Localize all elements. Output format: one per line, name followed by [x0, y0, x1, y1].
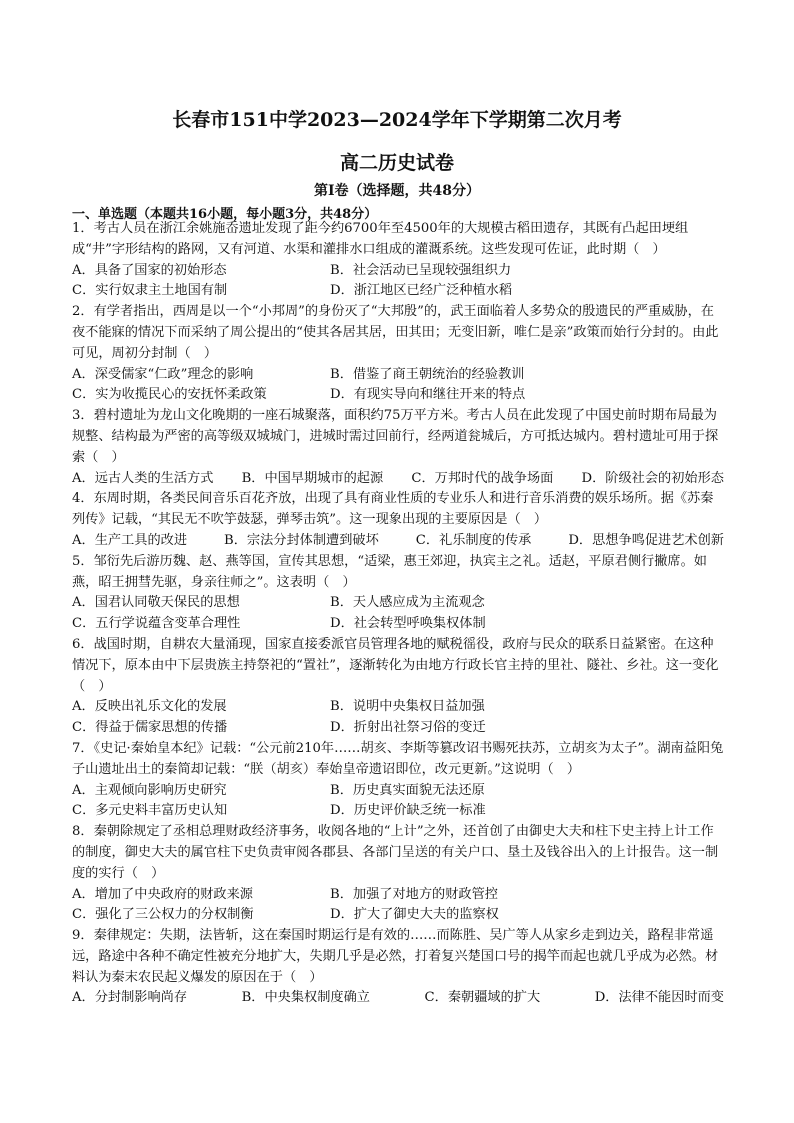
question-list — [72, 219, 724, 1009]
option-c[interactable]: C．实为收揽民心的安抚怀柔政策 — [72, 387, 267, 403]
question-2 — [72, 302, 724, 406]
option-d[interactable]: D．历史评价缺乏统一标准 — [330, 803, 486, 819]
question-stem: 9．秦律规定：失期，法皆斩，这在秦国时期运行是有效的……而陈胜、吴广等人从家乡走到边关，路程非常遥远，路途中各种不确定性被充分地扩大，失期几乎是必然，打着复兴楚国口号的揭竿而起也就几乎成为必然。材料认为秦末农民起义爆发的原因在于（ ） — [72, 928, 719, 985]
option-a[interactable]: A．分封制影响尚存 — [72, 990, 188, 1006]
question-stem: 3．碧村遗址为龙山文化晚期的一座石城聚落，面积约75万平方米。考古人员在此发现了中国史前时期布局最为规整、结构最为严密的高等级双城城门，进城时需过回前行，经两道瓮城后，方可抵达城内。碧村遗址可用于探索（ ） — [72, 408, 719, 465]
part-heading: 一、单选题（本题共16小题，每小题3分，共48分） — [72, 207, 378, 222]
exam-title: 长春市151中学2023—2024学年下学期第二次月考 — [172, 109, 622, 131]
question-4 — [72, 489, 724, 551]
option-c[interactable]: C．强化了三公权力的分权制衡 — [72, 907, 254, 923]
option-a[interactable]: A．远古人类的生活方式 — [72, 470, 214, 486]
option-d[interactable]: D．法律不能因时而变 — [594, 990, 724, 1006]
option-b[interactable]: B．中国早期城市的起源 — [241, 470, 384, 486]
option-a[interactable]: A．反映出礼乐文化的发展 — [72, 699, 227, 715]
section-heading: 第Ⅰ卷（选择题，共48分） — [313, 183, 481, 199]
question-8 — [72, 822, 724, 926]
question-3 — [72, 406, 724, 489]
option-c[interactable]: C．五行学说蕴含变革合理性 — [72, 616, 241, 632]
option-d[interactable]: D．有现实导向和继往开来的特点 — [330, 387, 526, 403]
option-b[interactable]: B．借鉴了商王朝统治的经验教训 — [330, 366, 525, 382]
option-a[interactable]: A．增加了中央政府的财政来源 — [72, 886, 253, 902]
option-c[interactable]: C．万邦时代的战争场面 — [411, 470, 554, 486]
question-6 — [72, 635, 724, 739]
option-grid — [72, 261, 724, 303]
option-a[interactable]: A．国君认同敬天保民的思想 — [72, 595, 240, 611]
question-stem: 4．东周时期，各类民间音乐百花齐放，出现了具有商业性质的专业乐人和进行音乐消费的娱乐场所。据《苏秦列传》记载，“其民无不吹竽鼓瑟，弹琴击筑”。这一现象出现的主要原因是（ ） — [72, 491, 714, 528]
option-b[interactable]: B．社会活动已呈现较强组织力 — [330, 262, 512, 278]
question-stem: 7．《史记·秦始皇本纪》记载：“公元前210年……胡亥、李斯等篡改诏书赐死扶苏，立胡亥为太子”。湖南益阳兔子山遗址出土的秦简却记载：“朕（胡亥）奉始皇帝遗诏即位，改元更新。”这说明（ ） — [72, 740, 724, 777]
question-stem: 6．战国时期，自耕农大量涌现，国家直接委派官员管理各地的赋税徭役，政府与民众的联系日益紧密。在这种情况下，原本由中下层贵族主持祭祀的“置社”，逐渐转化为由地方行政长官主持的里社、隧社、乡社。这一变化（ ） — [72, 636, 719, 694]
question-5 — [72, 552, 724, 635]
option-b[interactable]: B．中央集权制度确立 — [241, 990, 370, 1006]
option-c[interactable]: C．实行奴隶主土地国有制 — [72, 283, 228, 299]
option-c[interactable]: C．秦朝疆域的扩大 — [424, 990, 541, 1006]
option-c[interactable]: C．礼乐制度的传承 — [415, 532, 532, 548]
option-c[interactable]: C．得益于儒家思想的传播 — [72, 720, 228, 736]
option-b[interactable]: B．加强了对地方的财政管控 — [330, 886, 498, 902]
option-d[interactable]: D．思想争鸣促进艺术创新 — [568, 532, 724, 548]
option-d[interactable]: D．折射出社祭习俗的变迁 — [330, 720, 486, 736]
question-stem: 2．有学者指出，西周是以一个“小邦周”的身份灭了“大邦殷”的，武王面临着人多势众的殷遗民的严重威胁，在夜不能寐的情况下而采纳了周公提出的“使其各居其居，田其田；无变旧新，唯仁是亲”政策而始行分封的。由此可见，周初分封制（ ） — [72, 304, 719, 361]
option-a[interactable]: A．主观倾向影响历史研究 — [72, 782, 227, 798]
option-grid — [72, 593, 724, 635]
option-grid — [72, 885, 724, 927]
exam-subtitle: 高二历史试卷 — [339, 152, 454, 174]
option-a[interactable]: A．具备了国家的初始形态 — [72, 262, 227, 278]
option-d[interactable]: D．阶级社会的初始形态 — [581, 470, 724, 486]
option-a[interactable]: A．生产工具的改进 — [72, 532, 188, 548]
option-row — [72, 531, 724, 552]
option-d[interactable]: D．浙江地区已经广泛种植水稻 — [330, 283, 513, 299]
option-b[interactable]: B．天人感应成为主流观念 — [330, 595, 485, 611]
option-grid — [72, 781, 724, 823]
option-d[interactable]: D．扩大了御史大夫的监察权 — [330, 907, 499, 923]
option-d[interactable]: D．社会转型呼唤集权体制 — [330, 616, 486, 632]
question-7 — [72, 739, 724, 822]
option-grid — [72, 697, 724, 739]
option-b[interactable]: B．历史真实面貌无法还原 — [330, 782, 485, 798]
question-1 — [72, 219, 724, 302]
option-row — [72, 988, 724, 1009]
option-grid — [72, 365, 724, 407]
option-a[interactable]: A．深受儒家“仁政”理念的影响 — [72, 366, 254, 382]
option-row — [72, 469, 724, 490]
question-9 — [72, 926, 724, 1009]
question-stem: 8．秦朝除规定了丞相总理财政经济事务，收阅各地的“上计”之外，还首创了由御史大夫和柱下史主持上计工作的制度，御史大夫的属官柱下史负责审阅各郡县、各部门呈送的有关户口、垦土及钱谷出入的上计报告。这一制度的实行（ ） — [72, 824, 719, 881]
option-b[interactable]: B．宗法分封体制遭到破坏 — [224, 532, 379, 548]
option-b[interactable]: B．说明中央集权日益加强 — [330, 699, 485, 715]
question-stem: 1．考古人员在浙江余姚施岙遗址发现了距今约6700年至4500年的大规模古稻田遗存，其既有凸起田埂组成“井”字形结构的路网，又有河道、水渠和灌排水口组成的灌溉系统。这些发现可佐证，此时期（ ） — [72, 221, 689, 257]
question-stem: 5．邹衍先后游历魏、赵、燕等国，宣传其思想，“适梁，惠王郊迎，执宾主之礼。适赵，平原君侧行撇席。如燕，昭王拥彗先驱，身亲往师之”。这表明（ ） — [72, 553, 707, 590]
option-c[interactable]: C．多元史料丰富历史认知 — [72, 803, 228, 819]
